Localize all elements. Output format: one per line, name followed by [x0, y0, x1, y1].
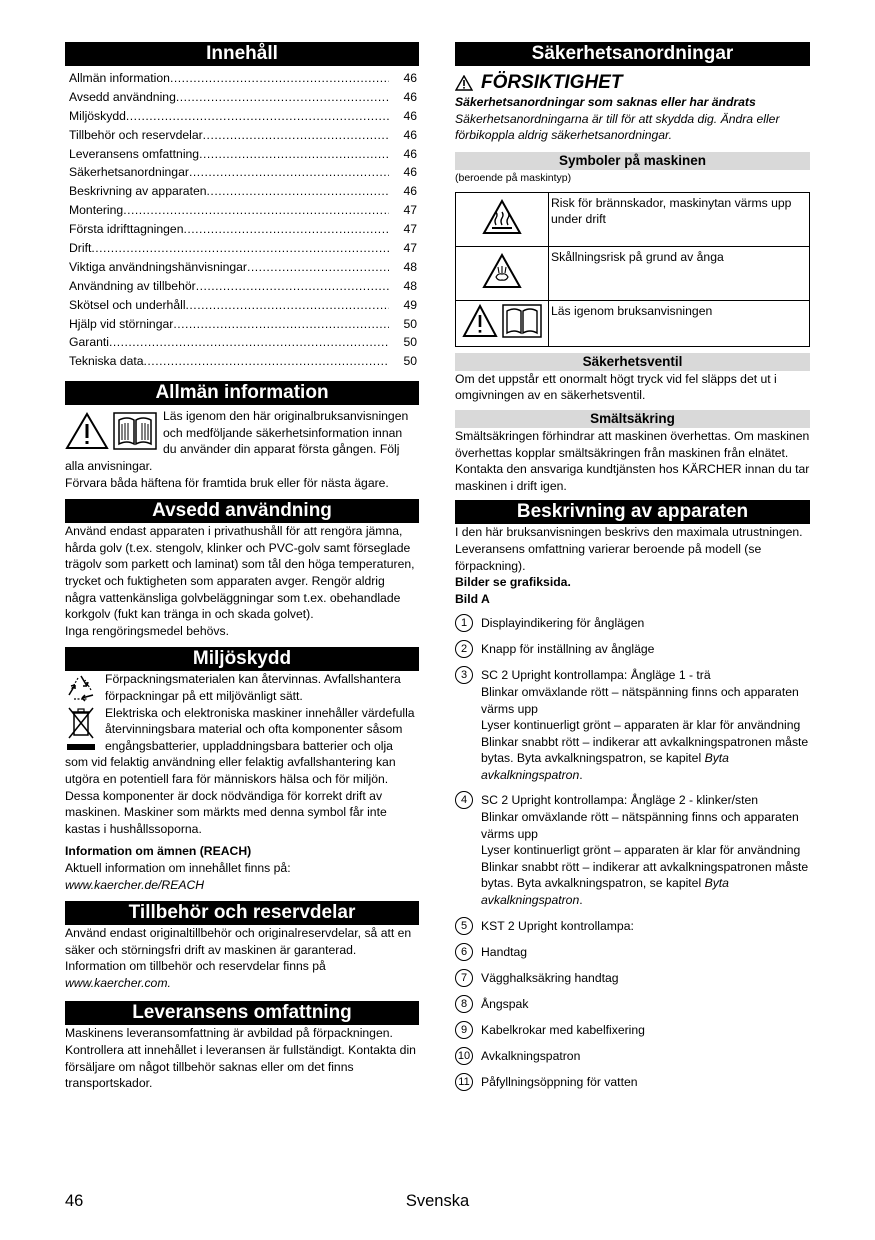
item-body [481, 1048, 810, 1065]
toc-item[interactable] [65, 182, 419, 201]
item-body [481, 996, 810, 1013]
crossed-bin-icon [65, 705, 99, 751]
toc-item-label: Säkerhetsanordningar [69, 165, 189, 180]
item-number-badge: 11 [455, 1073, 473, 1091]
toc-leader [247, 258, 389, 277]
list-item [455, 944, 810, 961]
list-item [455, 970, 810, 987]
delivery-text: Maskinens leveransomfattning är avbildad på förpackningen. Kontrollera att innehållet i leveransen är fullständigt. Kontakta din försäljare om något tillbehör saknas eller om det finns transportskador. [65, 1026, 416, 1091]
item-line: Vägghalksäkring handtag [481, 970, 619, 985]
footer-language: Svenska [405, 1192, 470, 1210]
item-number-badge: 10 [455, 1047, 473, 1065]
item-body [481, 792, 810, 908]
item-number-badge: 4 [455, 791, 473, 809]
warning-text: Säkerhetsanordningarna är till för att skydda dig. Ändra eller förbikoppla aldrig säkerhetsanordningar. [455, 111, 780, 143]
symbol-row [456, 192, 810, 246]
toc-item-page: 48 [403, 278, 417, 293]
fuse-title: Smältsäkring [455, 410, 810, 428]
list-item [455, 996, 810, 1013]
symbol-icon-cell [456, 300, 549, 346]
toc-leader [123, 201, 389, 220]
fuse-text-2: Kontakta den ansvariga kundtjänsten hos KÄRCHER innan du tar maskinen i drift igen. [455, 462, 810, 493]
toc-item[interactable] [65, 126, 419, 145]
environment-text-2: Elektriska och elektroniska maskiner innehåller värdefulla återvinningsbara material och ofta komponenter såsom engångsbatterier, uppladdningsbara batterier och olja som vid felaktig användning eller felaktig avfallshantering kan utgöra en potentiell fara för människors hälsa och för miljön. Dessa komponenter är dock nödvändiga för korrekt drift av maskinen. Maskiner som märkts med denna symbol får inte kastas i hushållssoporna. [65, 705, 415, 836]
toc-leader [186, 296, 389, 315]
description-title: Beskrivning av apparaten [455, 500, 810, 524]
general-text-2: Förvara båda häftena för framtida bruk eller för nästa ägare. [65, 475, 389, 490]
item-line: Displayindikering för ånglägen [481, 616, 645, 631]
symbol-text: Risk för brännskador, maskinytan värms upp under drift [549, 192, 810, 246]
warning-triangle-icon [65, 412, 109, 450]
toc-list [65, 69, 419, 371]
toc-item-label: Drift [69, 241, 92, 256]
steam-icon [482, 253, 522, 289]
list-item [455, 667, 810, 783]
toc-item-label: Avsedd användning [69, 89, 176, 104]
toc-item[interactable] [65, 277, 419, 296]
toc-item-page: 47 [403, 203, 417, 218]
toc-title: Innehåll [65, 42, 419, 66]
item-line: Lyser kontinuerligt grönt – apparaten är klar för användning [481, 843, 801, 858]
toc-item[interactable] [65, 333, 419, 352]
toc-item[interactable] [65, 296, 419, 315]
toc-item[interactable] [65, 201, 419, 220]
item-line: Ångspak [481, 996, 529, 1011]
toc-item-page: 50 [403, 316, 417, 331]
list-item [455, 641, 810, 658]
toc-item-page: 48 [403, 259, 417, 274]
toc-item[interactable] [65, 315, 419, 334]
toc-leader [203, 126, 389, 145]
item-number-badge: 1 [455, 614, 473, 632]
general-text-1: Läs igenom den här originalbruksanvisningen och medföljande säkerhetsinformation innan du använder din apparat första gången. Följ alla anvisningar. [65, 409, 409, 474]
warning-label: FÖRSIKTIGHET [481, 72, 623, 93]
list-item [455, 918, 810, 935]
description-intro: I den här bruksanvisningen beskrivs den maximala utrustningen. Leveransens omfattning varierar beroende på modell (se förpackning). [455, 525, 803, 573]
item-line: SC 2 Upright kontrollampa: Ångläge 1 - trä [481, 668, 711, 683]
toc-item-page: 46 [403, 165, 417, 180]
toc-item-label: Hjälp vid störningar [69, 316, 174, 331]
manual-book-icon [113, 412, 157, 450]
toc-item[interactable] [65, 107, 419, 126]
item-body [481, 641, 810, 658]
symbol-text: Läs igenom bruksanvisningen [549, 300, 810, 346]
item-number-badge: 9 [455, 1021, 473, 1039]
safety-title: Säkerhetsanordningar [455, 42, 810, 66]
item-number-badge: 2 [455, 640, 473, 658]
footer-page-number: 46 [65, 1192, 84, 1210]
environment-icons [65, 673, 99, 751]
intended-text-1: Använd endast apparaten i privathushåll för att rengöra jämna, hårda golv (t.ex. stengolv, klinker och PVC-golv samt förseglade trägolv som parkett och laminat) som tål den höga temperaturen, trycket och fuktigheten som apparaten avger. Rengör aldrig några vattenkänsliga golvbeläggningar som t.ex. obehandlade korkgolv (fukt kan tränga in och skada golvet). [65, 524, 415, 622]
toc-leader [176, 88, 389, 107]
list-item [455, 1074, 810, 1091]
caution-triangle-icon [455, 75, 473, 91]
symbols-table [455, 192, 810, 347]
toc-item[interactable] [65, 69, 419, 88]
toc-item-label: Beskrivning av apparaten [69, 184, 207, 199]
toc-item-label: Tekniska data [69, 354, 144, 369]
reach-title: Information om ämnen (REACH) [65, 844, 252, 859]
item-number-badge: 6 [455, 943, 473, 961]
item-line: Handtag [481, 944, 528, 959]
item-line: Kabelkrokar med kabelfixering [481, 1022, 645, 1037]
reach-text: Aktuell information om innehållet finns på: [65, 860, 291, 875]
item-number-badge: 7 [455, 969, 473, 987]
item-body [481, 918, 810, 935]
toc-item-label: Användning av tillbehör [69, 278, 196, 293]
toc-item-page: 47 [403, 241, 417, 256]
list-item [455, 615, 810, 632]
list-item [455, 1022, 810, 1039]
item-body [481, 1022, 810, 1039]
parts-list [455, 615, 810, 1090]
description-images: Bilder se grafiksida. [455, 575, 571, 590]
item-body [481, 970, 810, 987]
toc-item-label: Miljöskydd [69, 108, 126, 123]
toc-item[interactable] [65, 145, 419, 164]
general-section [65, 408, 419, 491]
item-number-badge: 5 [455, 917, 473, 935]
item-number-badge: 8 [455, 995, 473, 1013]
toc-item-label: Första idrifttagningen [69, 222, 184, 237]
reach-link[interactable]: www.kaercher.de/REACH [65, 877, 205, 892]
toc-item-page: 46 [403, 89, 417, 104]
toc-leader [196, 277, 389, 296]
toc-item[interactable] [65, 239, 419, 258]
right-column [455, 42, 810, 1100]
toc-item-label: Montering [69, 203, 124, 218]
fuse-text-1: Smältsäkringen förhindrar att maskinen överhettas. Om maskinen överhettas kopplar smältsäkringen från maskinen från elnätet. [455, 428, 810, 460]
item-body [481, 667, 810, 783]
intended-title: Avsedd användning [65, 499, 419, 523]
list-item [455, 1048, 810, 1065]
item-line: Lyser kontinuerligt grönt – apparaten är klar för användning [481, 718, 801, 733]
toc-leader [109, 333, 389, 352]
toc-item-page: 46 [403, 127, 417, 142]
item-body [481, 615, 810, 632]
toc-leader [91, 239, 389, 258]
symbol-text: Skållningsrisk på grund av ånga [549, 246, 810, 300]
toc-item[interactable] [65, 88, 419, 107]
intended-text-2: Inga rengöringsmedel behövs. [65, 623, 229, 638]
environment-text-1: Förpackningsmaterialen kan återvinnas. Avfallshantera förpackningar på ett miljövänligt sätt. [105, 672, 401, 703]
toc-item[interactable] [65, 258, 419, 277]
toc-item-page: 46 [403, 71, 417, 85]
toc-item-page: 49 [403, 297, 417, 312]
symbol-icon-cell [456, 192, 549, 246]
accessories-paragraph [65, 958, 419, 991]
toc-item-label: Skötsel och underhåll [69, 297, 186, 312]
environment-title: Miljöskydd [65, 647, 419, 671]
toc-item-page: 50 [403, 335, 417, 350]
symbol-icon-cell [456, 246, 549, 300]
intended-section [65, 523, 419, 639]
delivery-title: Leveransens omfattning [65, 1001, 419, 1025]
list-item [455, 792, 810, 908]
toc-item-page: 47 [403, 222, 417, 237]
toc-item-label: Leveransens omfattning [69, 146, 200, 161]
item-reference: Byta avkalkningspatron [481, 751, 729, 782]
warning-subtitle: Säkerhetsanordningar som saknas eller har ändrats [455, 95, 756, 109]
general-title: Allmän information [65, 381, 419, 405]
symbol-row [456, 246, 810, 300]
item-line: KST 2 Upright kontrollampa: [481, 918, 634, 933]
toc-leader [199, 145, 389, 164]
read-manual-icon [462, 304, 542, 338]
warning-heading [455, 72, 810, 94]
toc-leader [207, 182, 389, 201]
description-figure: Bild A [455, 591, 490, 606]
toc-leader [144, 352, 389, 371]
item-line: Blinkar omväxlande rött – nätspänning finns och apparaten värms upp [481, 684, 799, 716]
symbols-title: Symboler på maskinen [455, 152, 810, 170]
toc-item[interactable] [65, 220, 419, 239]
toc-leader [170, 69, 389, 88]
item-line: Avkalkningspatron [481, 1048, 581, 1063]
toc-item[interactable] [65, 163, 419, 182]
accessories-title: Tillbehör och reservdelar [65, 901, 419, 925]
toc-item[interactable] [65, 352, 419, 371]
item-body [481, 1074, 810, 1091]
accessories-text-2: Information om tillbehör och reservdelar finns på [65, 959, 326, 974]
left-column [65, 42, 419, 1092]
item-line: Blinkar snabbt rött – indikerar att avkalkningspatronen måste bytas. Byta avkalkningspatron, se kapitel Byta avkalkningspatron. [481, 734, 809, 782]
toc-item-label: Tillbehör och reservdelar [69, 127, 203, 142]
accessories-link[interactable]: www.kaercher.com. [65, 975, 171, 990]
toc-leader [173, 315, 389, 334]
item-line: SC 2 Upright kontrollampa: Ångläge 2 - klinker/sten [481, 793, 759, 808]
hot-surface-icon [482, 199, 522, 235]
toc-leader [189, 163, 389, 182]
item-number-badge: 3 [455, 666, 473, 684]
recycle-icon [65, 673, 99, 703]
accessories-section [65, 925, 419, 991]
item-line: Blinkar snabbt rött – indikerar att avkalkningspatronen måste bytas. Byta avkalkningspatron, se kapitel Byta avkalkningspatron. [481, 859, 809, 908]
toc-leader [184, 220, 390, 239]
symbols-note: (beroende på maskintyp) [455, 171, 572, 184]
toc-item-page: 50 [403, 354, 417, 369]
general-icons [65, 412, 157, 450]
valve-text: Om det uppstår ett onormalt högt tryck vid fel släpps det ut i omgivningen av en säkerhetsventil. [455, 371, 777, 403]
valve-title: Säkerhetsventil [455, 353, 810, 371]
item-reference: Byta avkalkningspatron [481, 876, 729, 908]
environment-section [65, 671, 419, 893]
toc-item-label: Garanti [69, 335, 109, 350]
item-line: Knapp för inställning av ångläge [481, 642, 655, 657]
toc-item-label: Allmän information [69, 71, 170, 85]
item-line: Blinkar omväxlande rött – nätspänning finns och apparaten värms upp [481, 810, 799, 841]
toc-item-page: 46 [403, 108, 417, 123]
toc-item-label: Viktiga användningshänvisningar [69, 259, 247, 274]
item-line: Påfyllningsöppning för vatten [481, 1074, 638, 1089]
accessories-text-1: Använd endast originaltillbehör och originalreservdelar, så att en säker och störningsfri drift av maskinen är garanterad. [65, 926, 412, 957]
toc-item-page: 46 [403, 184, 417, 199]
item-body [481, 944, 810, 961]
delivery-section [65, 1025, 419, 1091]
symbol-row [456, 300, 810, 346]
toc-item-page: 46 [403, 146, 417, 161]
reach-paragraph [65, 860, 419, 893]
toc-leader [126, 107, 389, 126]
